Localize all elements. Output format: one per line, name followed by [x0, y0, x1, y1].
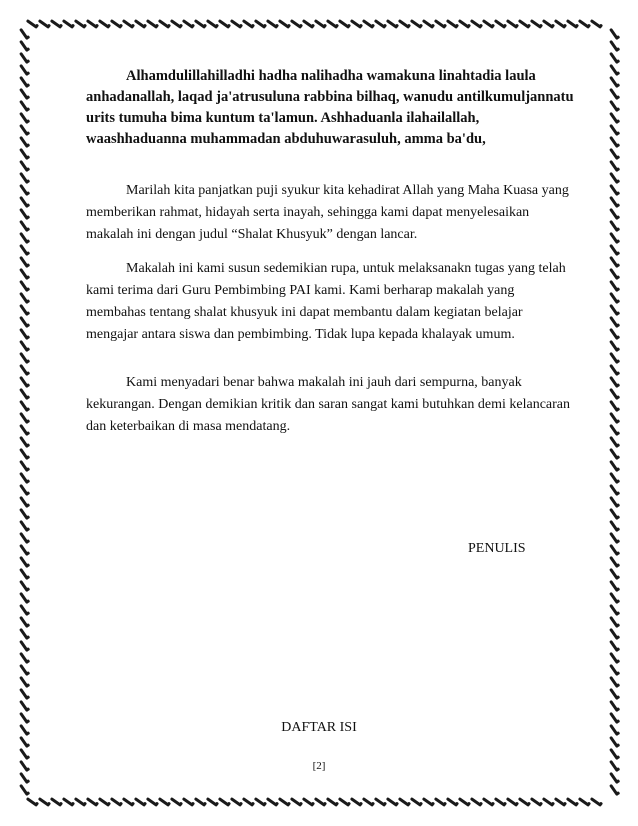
- next-section-heading: DAFTAR ISI: [281, 720, 357, 735]
- opening-greeting: Alhamdulillahilladhi hadha nalihadha wamakuna linahtadia laula anhadanallah, laqad ja'atrusuluna rabbina bilhaq, wanudu antilkumuljannatu urits tumuha bima kuntum ta'lamun. Ashhaduanla ilahailallah, waashhaduanna muhammadan abduhuwarasuluh, amma ba'du,: [86, 68, 574, 147]
- paragraph-3: Kami menyadari benar bahwa makalah ini jauh dari sempurna, banyak kekurangan. Dengan demikian kritik dan saran sangat kami butuhkan demi kelancaran dan keterbaikan di masa mendatang.: [86, 375, 570, 434]
- paragraph-2: Makalah ini kami susun sedemikian rupa, untuk melaksanakn tugas yang telah kami terima dari Guru Pembimbing PAI kami. Kami berharap makalah yang membahas tentang shalat khusyuk ini dapat membantu dalam kegiatan belajar mengajar antara siswa dan pembimbing. Tidak lupa kepada khalayak umum.: [86, 261, 566, 342]
- signature-label: PENULIS: [468, 541, 526, 556]
- page-number: [2]: [312, 760, 326, 772]
- paragraph-1: Marilah kita panjatkan puji syukur kita kehadirat Allah yang Maha Kuasa yang memberikan rahmat, hidayah serta inayah, sehingga kami dapat menyelesaikan makalah ini dengan judul “Shalat Khusyuk” dengan lancar.: [86, 183, 569, 242]
